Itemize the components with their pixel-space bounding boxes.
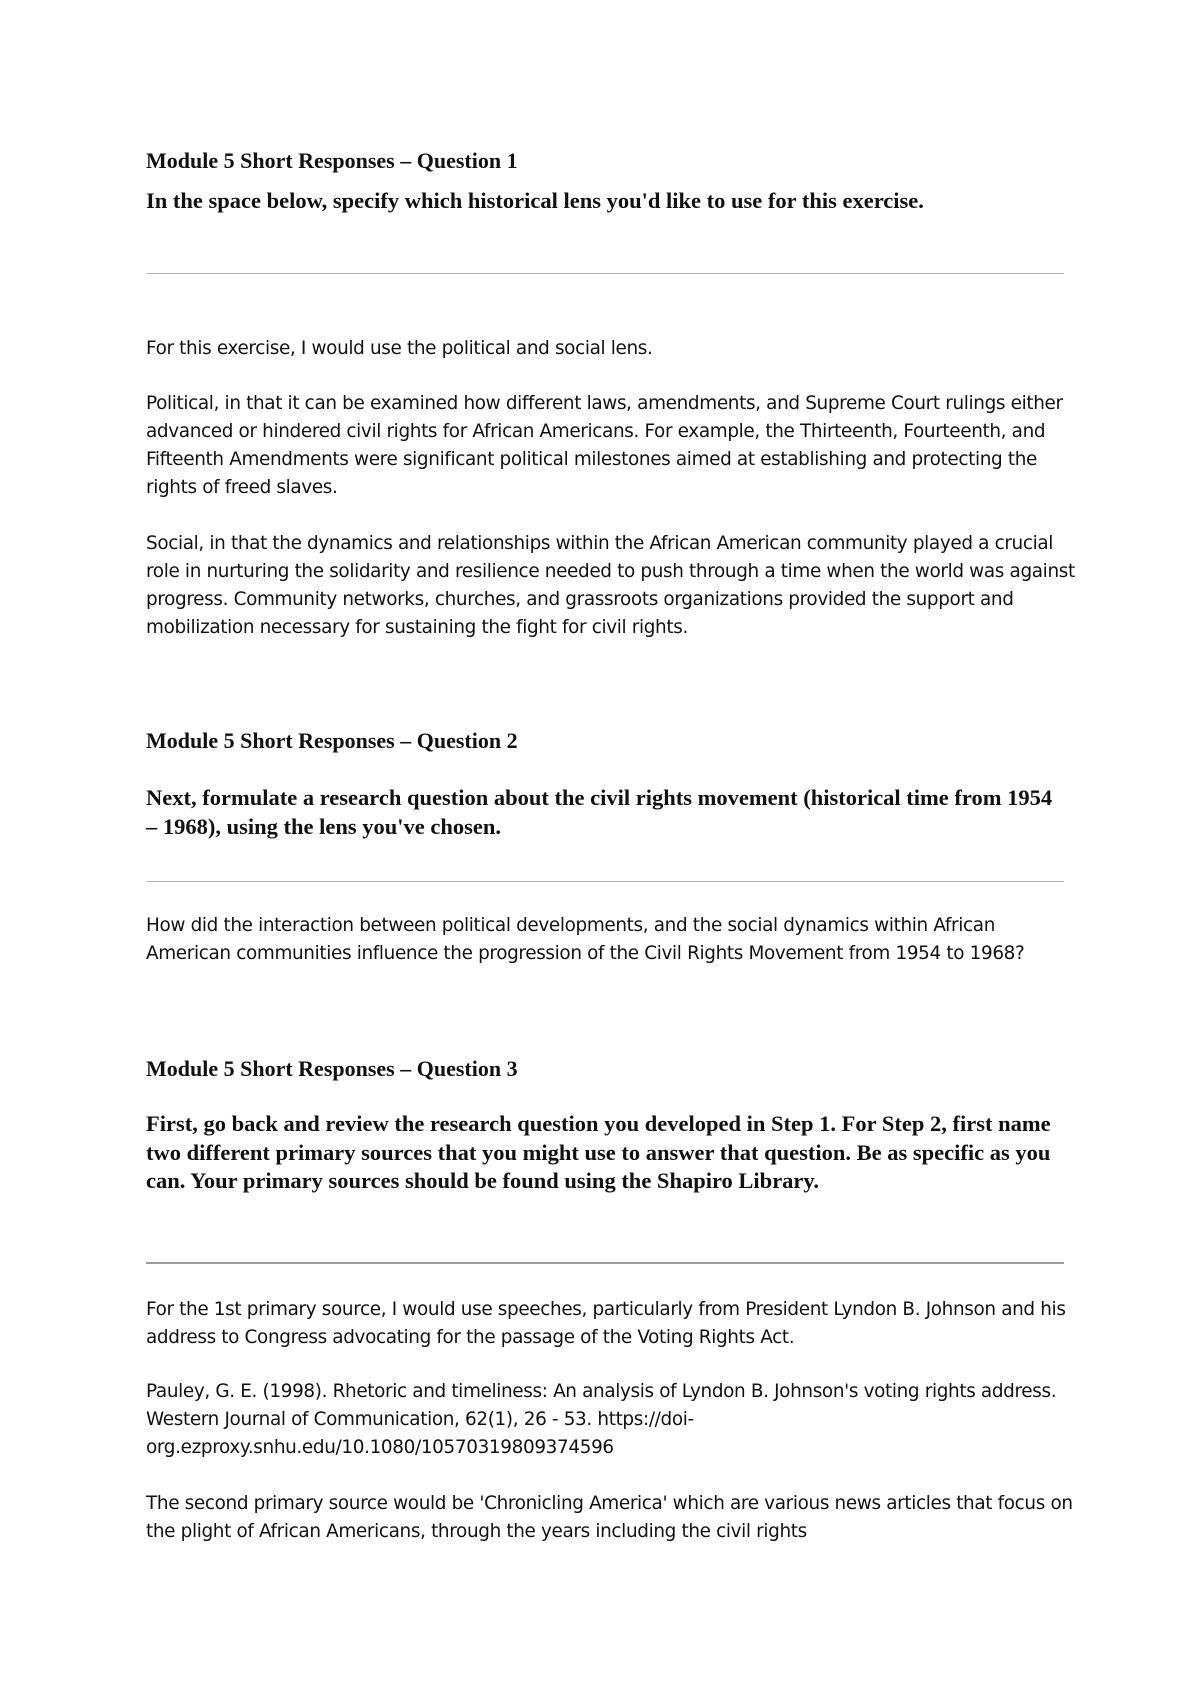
q2-divider <box>146 881 1064 882</box>
q1-divider <box>146 273 1064 274</box>
q2-answer-paragraph-1: How did the interaction between political developments, and the social dynamics within African American communities influence the progression of the Civil Rights Movement from 1954 to 1968? <box>146 915 1025 964</box>
q3-answer-paragraph-2: The second primary source would be 'Chronicling America' which are various news articles that focus on the plight of African Americans, through the years including the civil rights <box>146 1493 1073 1542</box>
q3-heading: Module 5 Short Responses – Question 3 <box>146 1056 518 1081</box>
q1-prompt: In the space below, specify which historical lens you'd like to use for this exercise. <box>146 188 924 213</box>
q2-prompt: Next, formulate a research question about the civil rights movement (historical time from 1954 – 1968), using the lens you've chosen. <box>146 785 1053 839</box>
q1-answer-paragraph-1: For this exercise, I would use the political and social lens. <box>146 338 653 359</box>
q1-heading: Module 5 Short Responses – Question 1 <box>146 148 518 173</box>
q2-heading: Module 5 Short Responses – Question 2 <box>146 728 518 753</box>
q3-divider <box>146 1262 1064 1264</box>
q1-answer-paragraph-3: Social, in that the dynamics and relationships within the African American community played a crucial role in nurturing the solidarity and resilience needed to push through a time when the world was against progress. Community networks, churches, and grassroots organizations provided the support and mobilization necessary for sustaining the fight for civil rights. <box>146 533 1075 638</box>
q3-answer-paragraph-1: For the 1st primary source, I would use speeches, particularly from President Lyndon B. Johnson and his address to Congress advocating for the passage of the Voting Rights Act. <box>146 1299 1066 1348</box>
q3-prompt: First, go back and review the research question you developed in Step 1. For Step 2, first name two different primary sources that you might use to answer that question. Be as specific as you can. Your primary sources should be found using the Shapiro Library. <box>146 1111 1051 1193</box>
q3-answer-citation: Pauley, G. E. (1998). Rhetoric and timeliness: An analysis of Lyndon B. Johnson's voting rights address. Western Journal of Communication, 62(1), 26 - 53. https://doi-org.ezproxy.snhu.edu/10.1080/10570319809374596 <box>146 1381 1057 1458</box>
q1-answer-paragraph-2: Political, in that it can be examined how different laws, amendments, and Supreme Court rulings either advanced or hindered civil rights for African Americans. For example, the Thirteenth, Fourteenth, and Fifteenth Amendments were significant political milestones aimed at establishing and protecting the rights of freed slaves. <box>146 393 1063 498</box>
